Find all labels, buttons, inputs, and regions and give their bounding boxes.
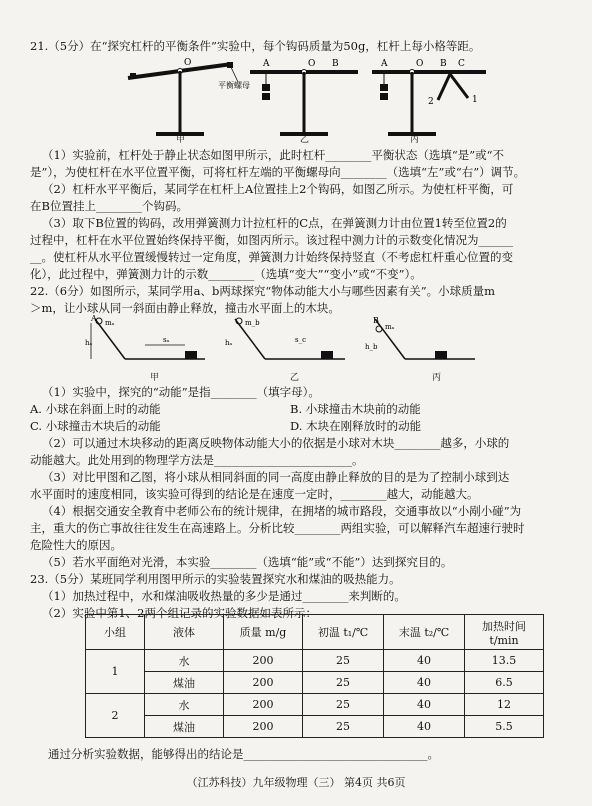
q22-option-b: B. 小球撞击木块前的动能 — [290, 402, 421, 416]
cell-group-2: 2 — [86, 694, 145, 738]
table-row — [86, 694, 544, 716]
spring-scale-1 — [450, 74, 468, 98]
th-heating-time-line1: 加热时间 — [482, 619, 526, 633]
cell-time: 13.5 — [465, 650, 544, 672]
label-b-bing: B — [440, 59, 447, 69]
cell-time: 5.5 — [465, 716, 544, 738]
ball-b — [376, 326, 382, 332]
wood-block — [185, 351, 197, 359]
q22-stem-line2: ＞m，让小球从同一斜面由静止释放，撞击水平面上的木块。 — [30, 301, 340, 315]
label-height-a: hₐ — [85, 339, 93, 347]
label-b: B — [332, 59, 339, 69]
cell-t1: 25 — [303, 650, 384, 672]
q22-option-c: C. 小球撞击木块后的动能 — [30, 419, 161, 433]
caption-jia: 甲 — [176, 135, 186, 145]
label-height-yi: hₐ — [225, 339, 233, 347]
q22-part5: （5）若水平面绝对光滑，本实验________（选填“能”或“不能”）达到探究目的。 — [42, 555, 453, 569]
label-mass-b-bing: mₐ — [385, 323, 395, 331]
cell-t1: 25 — [303, 716, 384, 738]
q21-part3-line1: （3）取下B位置的钩码，改用弹簧测力计拉杠杆的C点，在弹簧测力计由位置1转至位置2的 — [42, 216, 507, 230]
table-row — [86, 650, 544, 672]
label-position-2: 2 — [428, 97, 434, 107]
ramp-figure-yi — [225, 318, 345, 359]
cell-t2: 40 — [384, 716, 465, 738]
cell-liquid: 水 — [145, 694, 224, 716]
q21-part2-line2: 在B位置挂上________个钩码。 — [30, 199, 188, 213]
label-distance-a: sₐ — [163, 336, 170, 344]
q22-ramp-figures — [85, 315, 485, 370]
cell-t1: 25 — [303, 672, 384, 694]
table-row — [86, 672, 544, 694]
th-final-temp: 末温 t₂/℃ — [384, 615, 465, 650]
th-group: 小组 — [86, 615, 145, 650]
weight-2 — [262, 93, 270, 100]
table-header-row — [86, 615, 544, 650]
cell-liquid: 煤油 — [145, 672, 224, 694]
lever-figure-yi — [250, 59, 358, 134]
label-height-b: h_b — [365, 343, 378, 351]
q22-part4-line1: （4）根据交通安全教育中老师公布的统计规律，在拥堵的城市路段，交通事故以“小剐小碰”为 — [42, 504, 522, 518]
label-c: C — [458, 59, 465, 69]
cell-mass: 200 — [224, 650, 303, 672]
label-ball-a: A — [91, 315, 97, 323]
q21-lever-figures — [120, 56, 500, 142]
th-liquid: 液体 — [145, 615, 224, 650]
q21-part1-line2: 是”），为使杠杆在水平位置平衡，可将杠杆左端的平衡螺母向________（选填“左”或“右”）调节。 — [30, 165, 526, 179]
q22-part3-line1: （3）对比甲图和乙图，将小球从相同斜面的同一高度由静止释放的目的是为了控制小球到达 — [42, 470, 510, 484]
q22-stem-line1: 22.（6分）如图所示，某同学用a、b两球探究“物体动能大小与哪些因素有关”。小球质量m — [30, 284, 495, 298]
cell-mass: 200 — [224, 716, 303, 738]
q22-caption-yi: 乙 — [290, 373, 300, 383]
q22-part3-line2: 水平面时的速度相同，该实验可得到的结论是在速度一定时，________越大，动能越大。 — [30, 487, 479, 501]
q23-part1: （1）加热过程中，水和煤油吸收热量的多少是通过________来判断的。 — [42, 589, 406, 603]
caption-yi: 乙 — [300, 135, 310, 145]
q21-part3-line2: 过程中，杠杆在水平位置始终保持平衡，如图丙所示。该过程中测力计的示数变化情况为______ — [30, 233, 513, 247]
th-heating-time-line2: t/min — [489, 633, 519, 647]
cell-t2: 40 — [384, 694, 465, 716]
q22-part1: （1）实验中，探究的“动能”是指________（填字母）。 — [42, 385, 320, 399]
q22-part2-line2: 动能越大。此处用到的物理学方法是________________________。 — [30, 453, 364, 467]
q22-option-a: A. 小球在斜面上时的动能 — [30, 402, 161, 416]
weight-1 — [262, 84, 270, 91]
q21-stem: 21.（5分）在“探究杠杆的平衡条件”实验中，每个钩码质量为50g，杠杆上每小格等距。 — [30, 39, 481, 53]
label-o-yi: O — [308, 59, 316, 69]
q22-caption-jia: 甲 — [150, 373, 160, 383]
q23-conclusion: 通过分析实验数据，能够得出的结论是________________________________。 — [48, 747, 439, 761]
q21-part2-line1: （2）杠杆水平平衡后，某同学在杠杆上A位置挂上2个钩码，如图乙所示。为使杠杆平衡，可 — [42, 182, 514, 196]
q21-part3-line3: __。使杠杆从水平位置缓慢转过一定角度，弹簧测力计始终保持竖直（不考虑杠杆重心位置的变 — [30, 250, 513, 264]
label-o: O — [184, 58, 192, 68]
th-heating-time — [465, 615, 544, 650]
label-o-bing: O — [416, 59, 424, 69]
label-a: A — [263, 59, 270, 69]
lever-figure-bing — [372, 59, 486, 134]
balance-nut — [130, 73, 136, 79]
wood-block-bing — [435, 351, 447, 359]
cell-time: 6.5 — [465, 672, 544, 694]
ramp-figure-jia — [85, 315, 205, 359]
q22-caption-bing: 丙 — [432, 373, 442, 383]
table-row — [86, 716, 544, 738]
cell-t1: 25 — [303, 694, 384, 716]
q23-part2: （2）实验中第1、2两个组记录的实验数据如表所示： — [42, 606, 317, 620]
q21-part3-line4: 化），此过程中，弹簧测力计的示数________（选填“变大”“变小”或“不变”）。 — [30, 267, 422, 281]
q23-stem: 23.（5分）某班同学利用图甲所示的实验装置探究水和煤油的吸热能力。 — [30, 572, 401, 586]
label-position-1: 1 — [472, 95, 478, 105]
q22-part4-line2: 主，重大的伤亡事故往往发生在高速路上。分析比较________两组实验，可以解释汽车超速行驶时 — [30, 521, 525, 535]
cell-liquid: 水 — [145, 650, 224, 672]
lever-figure-jia — [128, 58, 250, 134]
weight-bing-2 — [380, 93, 388, 100]
cell-time: 12 — [465, 694, 544, 716]
q22-option-d: D. 木块在刚释放时的动能 — [290, 419, 422, 433]
wood-block-yi — [321, 351, 333, 359]
page-footer: （江苏科技）九年级物理（三） 第4页 共6页 — [186, 776, 406, 789]
label-mass-b: m_b — [245, 319, 260, 327]
th-initial-temp: 初温 t₁/℃ — [303, 615, 384, 650]
q21-part1-line1: （1）实验前，杠杆处于静止状态如图甲所示，此时杠杆________平衡状态（选填“是”或“不 — [42, 148, 504, 162]
cell-t2: 40 — [384, 650, 465, 672]
cell-liquid: 煤油 — [145, 716, 224, 738]
cell-group-1: 1 — [86, 650, 145, 694]
q22-part4-line3: 危险性大的原因。 — [30, 538, 122, 552]
cell-t2: 40 — [384, 672, 465, 694]
weight-bing-1 — [380, 84, 388, 91]
cell-mass: 200 — [224, 694, 303, 716]
label-distance-c: s_c — [295, 336, 307, 344]
spring-scale-2 — [438, 74, 450, 100]
label-mass-a: mₐ — [105, 319, 115, 327]
caption-bing: 丙 — [410, 135, 420, 145]
q23-data-table — [85, 614, 544, 738]
th-mass: 质量 m/g — [224, 615, 303, 650]
cell-mass: 200 — [224, 672, 303, 694]
label-a-bing: A — [381, 59, 388, 69]
ramp-figure-bing — [365, 316, 475, 359]
label-nut: 平衡螺母 — [218, 81, 250, 90]
q22-part2-line1: （2）可以通过木块移动的距离反映物体动能大小的依据是小球对木块________越多，小球的 — [42, 436, 510, 450]
label-ball-b: B — [373, 316, 379, 325]
balance-nut-right — [227, 62, 233, 68]
